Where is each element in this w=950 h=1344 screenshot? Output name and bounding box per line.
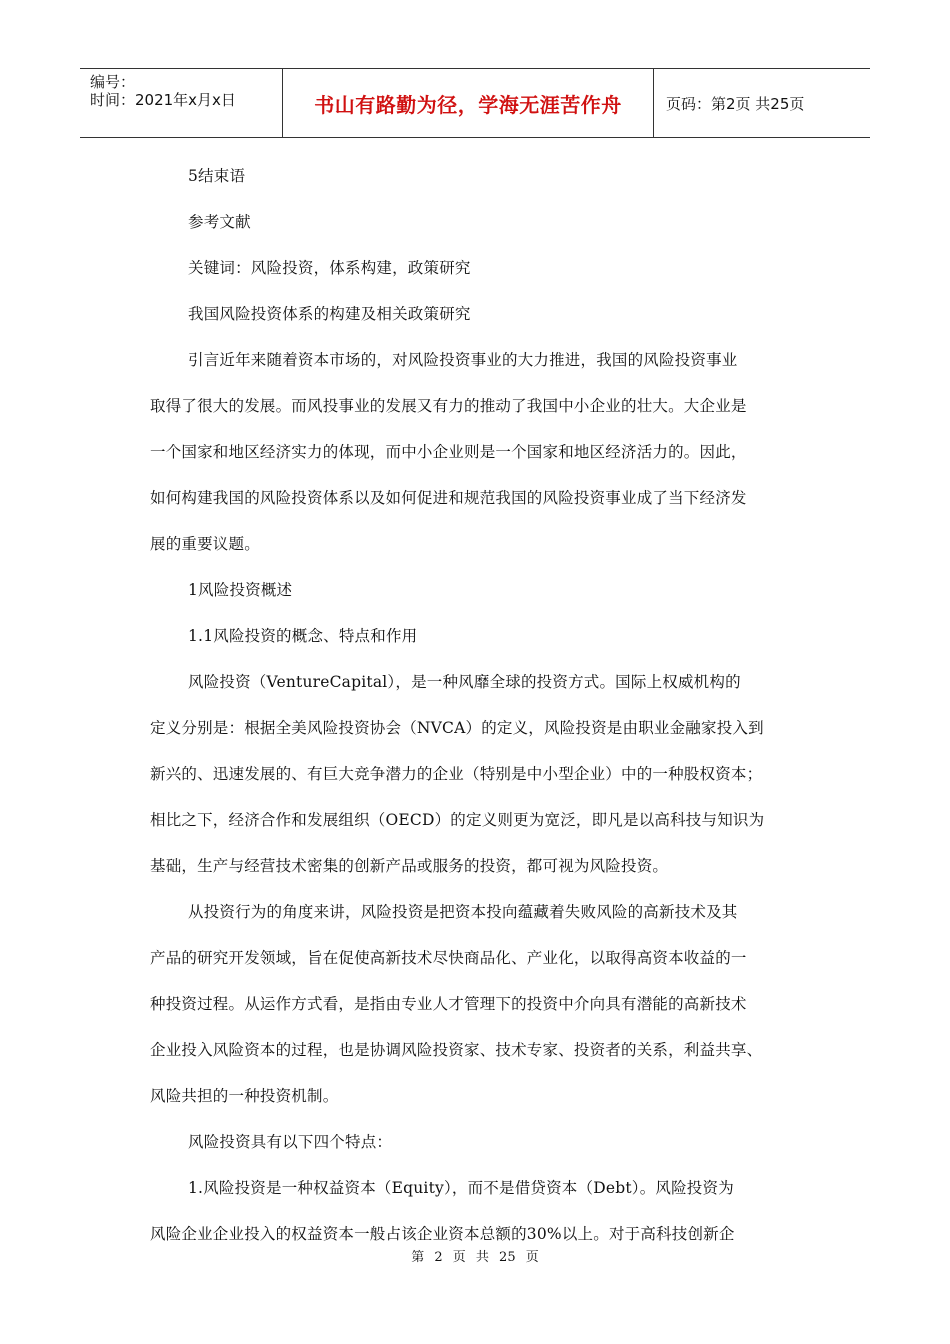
paragraph-line: 从投资行为的角度来讲，风险投资是把资本投向蕴藏着失败风险的高新技术及其 — [188, 903, 738, 921]
paragraph-line: 风险共担的一种投资机制。 — [150, 1087, 339, 1105]
header-page-info: 页码：第2页 共25页 — [666, 94, 805, 113]
page-header — [80, 68, 870, 138]
section-heading: 参考文献 — [188, 213, 251, 231]
paragraph-line: 基础，生产与经营技术密集的创新产品或服务的投资，都可视为风险投资。 — [150, 857, 669, 875]
paragraph-line: 种投资过程。从运作方式看，是指由专业人才管理下的投资中介向具有潜能的高新技术 — [150, 995, 747, 1013]
paragraph-line: 产品的研究开发领域，旨在促使高新技术尽快商品化、产业化，以取得高资本收益的一 — [150, 949, 747, 967]
paragraph-line: 风险企业企业投入的权益资本一般占该企业资本总额的30%以上。对于高科技创新企 — [150, 1225, 735, 1243]
header-motto: 书山有路勤为径，学海无涯苦作舟 — [282, 69, 654, 137]
paragraph-line: 取得了很大的发展。而风投事业的发展又有力的推动了我国中小企业的壮大。大企业是 — [150, 397, 747, 415]
paragraph-line: 新兴的、迅速发展的、有巨大竞争潜力的企业（特别是中小型企业）中的一种股权资本； — [150, 765, 763, 783]
article-title: 我国风险投资体系的构建及相关政策研究 — [188, 305, 471, 323]
paragraph-line: 相比之下，经济合作和发展组织（OECD）的定义则更为宽泛，即凡是以高科技与知识为 — [150, 811, 765, 829]
keywords-line: 关键词：风险投资，体系构建，政策研究 — [188, 259, 471, 277]
paragraph-line: 一个国家和地区经济实力的体现，而中小企业则是一个国家和地区经济活力的。因此， — [150, 443, 747, 461]
paragraph-line: 1.风险投资是一种权益资本（Equity），而不是借贷资本（Debt）。风险投资为 — [188, 1179, 734, 1197]
document-time: 时间：2021年x月x日 — [90, 91, 236, 109]
paragraph-line: 定义分别是：根据全美风险投资协会（NVCA）的定义，风险投资是由职业金融家投入到 — [150, 719, 764, 737]
section-heading: 1风险投资概述 — [188, 581, 293, 599]
section-heading: 5结束语 — [188, 167, 246, 185]
paragraph-line: 如何构建我国的风险投资体系以及如何促进和规范我国的风险投资事业成了当下经济发 — [150, 489, 747, 507]
paragraph-line: 风险投资具有以下四个特点： — [188, 1133, 393, 1151]
paragraph-line: 引言近年来随着资本市场的，对风险投资事业的大力推进，我国的风险投资事业 — [188, 351, 738, 369]
document-number-label: 编号： — [90, 73, 136, 91]
subsection-heading: 1.1风险投资的概念、特点和作用 — [188, 627, 418, 645]
paragraph-line: 风险投资（VentureCapital），是一种风靡全球的投资方式。国际上权威机构的 — [188, 673, 741, 691]
header-meta — [80, 69, 280, 137]
paragraph-line: 企业投入风险资本的过程，也是协调风险投资家、技术专家、投资者的关系，利益共享、 — [150, 1041, 763, 1059]
page-footer: 第 2 页 共 25 页 — [411, 1250, 539, 1265]
paragraph-line: 展的重要议题。 — [150, 535, 260, 553]
